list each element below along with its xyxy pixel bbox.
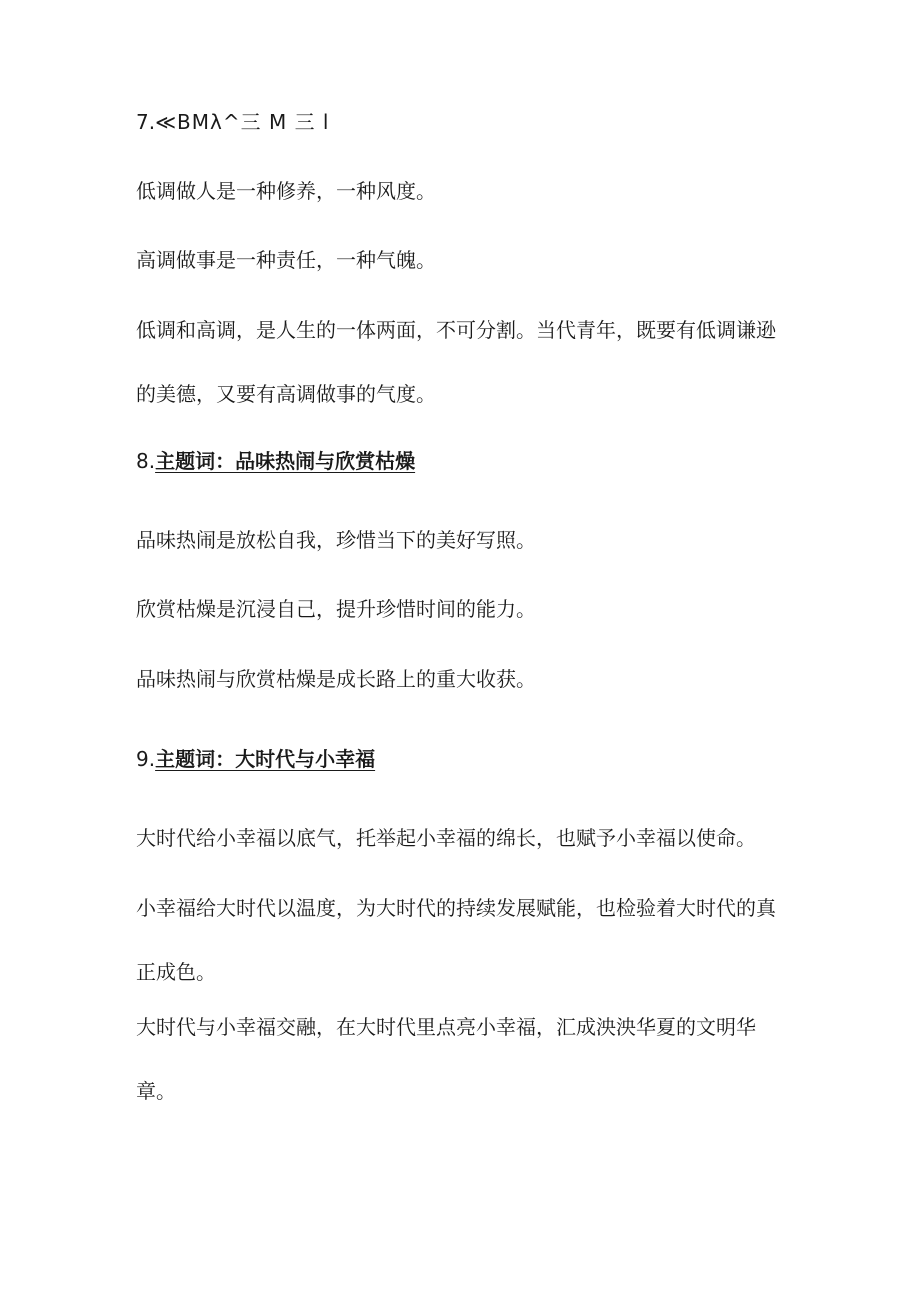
section-9-heading (136, 746, 796, 772)
section-7-title: ≪BMλ^三 M 三 l (155, 110, 330, 134)
section-7-line-2: 高调做事是一种责任，一种气魄。 (136, 248, 436, 272)
section-9-line-1: 大时代给小幸福以底气，托举起小幸福的绵长，也赋予小幸福以使命。 (136, 826, 756, 850)
section-9-title: 主题词：大时代与小幸福 (155, 747, 376, 771)
section-9-number: 9. (136, 747, 156, 771)
section-8-line-3: 品味热闹与欣赏枯燥是成长路上的重大收获。 (136, 667, 536, 691)
section-9-line-2: 小幸福给大时代以温度，为大时代的持续发展赋能，也检验着大时代的真正成色。 (136, 896, 776, 984)
section-7-heading (136, 109, 796, 135)
section-8-line-1: 品味热闹是放松自我，珍惜当下的美好写照。 (136, 528, 536, 552)
section-8-heading (136, 448, 796, 474)
section-7-line-1: 低调做人是一种修养，一种风度。 (136, 179, 436, 203)
section-8-number: 8. (136, 449, 156, 473)
section-9-line-3: 大时代与小幸福交融，在大时代里点亮小幸福，汇成泱泱华夏的文明华章。 (136, 1015, 756, 1103)
section-7-number: 7. (136, 110, 156, 134)
section-8-line-2: 欣赏枯燥是沉浸自己，提升珍惜时间的能力。 (136, 597, 536, 621)
section-8-title: 主题词：品味热闹与欣赏枯燥 (155, 449, 416, 473)
section-7-line-3: 低调和高调，是人生的一体两面，不可分割。当代青年，既要有低调谦逊的美德，又要有高调做事的气度。 (136, 318, 776, 406)
